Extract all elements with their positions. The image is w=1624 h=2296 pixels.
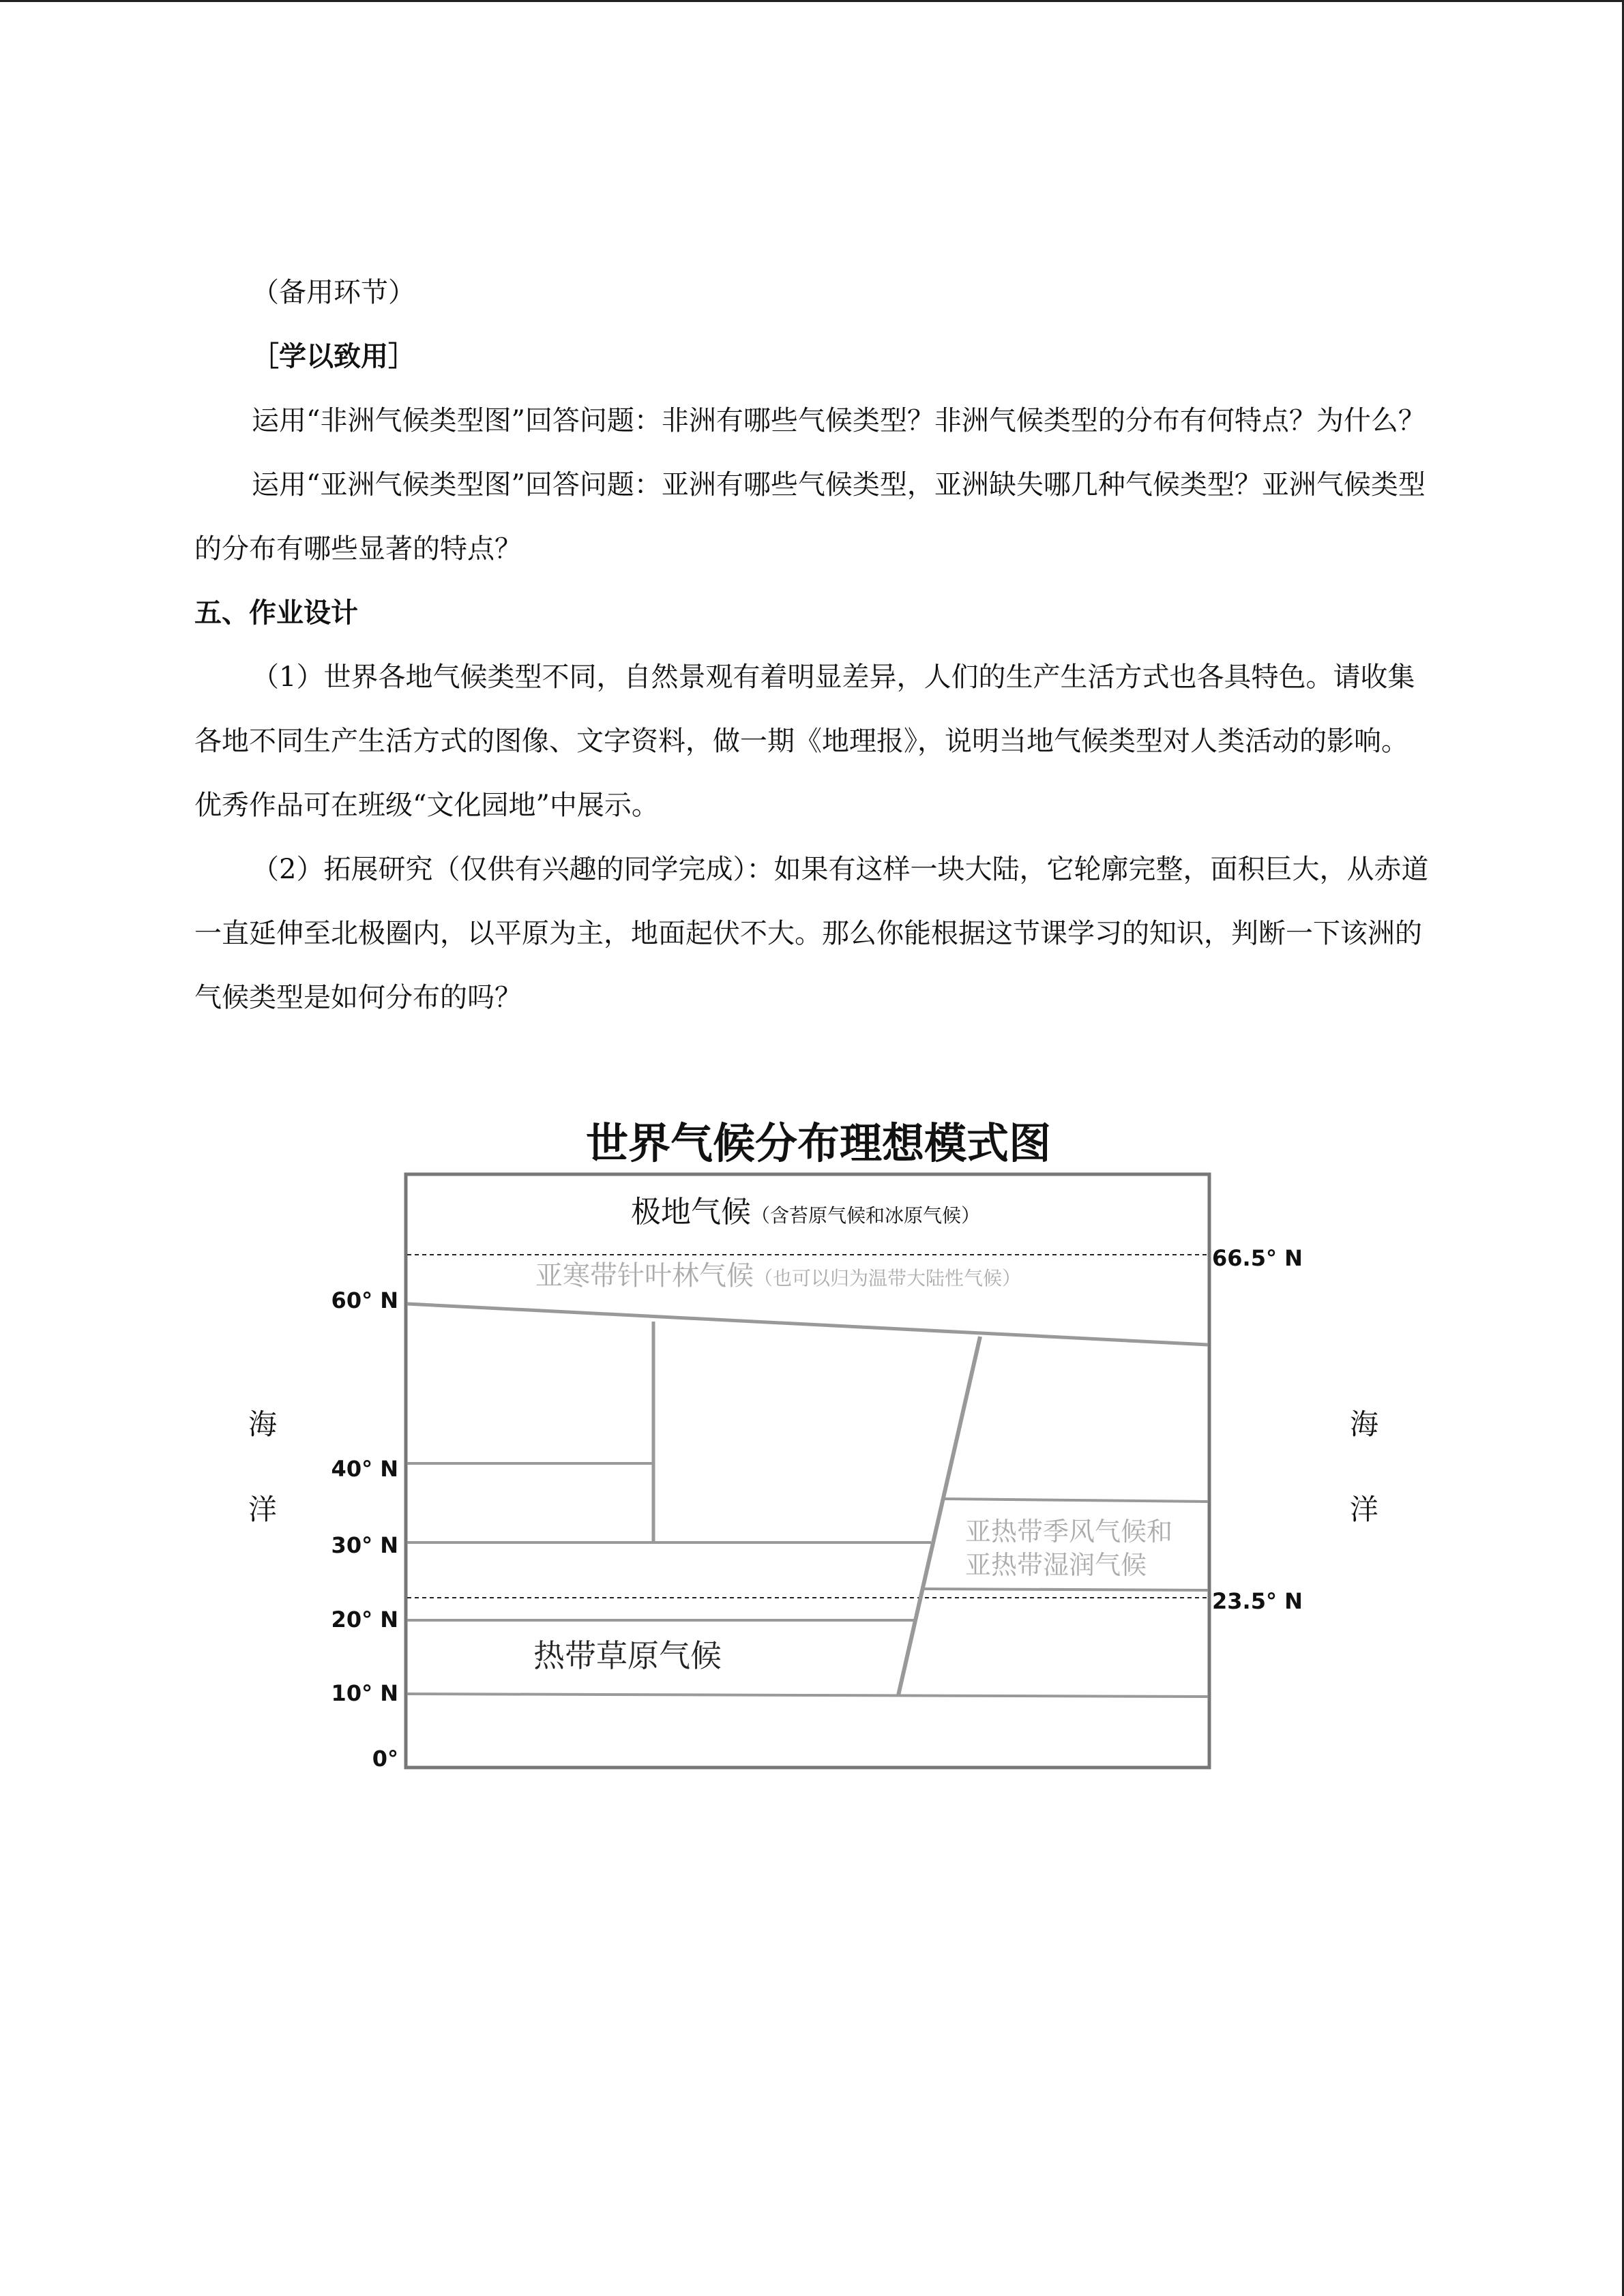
continent-frame (406, 1174, 1209, 1768)
asia-question: 运用“亚洲气候类型图”回答问题：亚洲有哪些气候类型，亚洲缺失哪几种气候类型？亚洲气候类型的分布有哪些显著的特点？ (194, 469, 1426, 565)
boundary-east-diagonal (898, 1337, 980, 1695)
boundary-10n (407, 1694, 1208, 1697)
subtropical-climate-label-1: 亚热带季风气候和 (965, 1517, 1173, 1547)
africa-question: 运用“非洲气候类型图”回答问题：非洲有哪些气候类型？非洲气候类型的分布有何特点？为什么？ (252, 405, 1426, 436)
backup-section-note: （备用环节） (252, 277, 415, 308)
tropic-label: 23.5° N (1212, 1588, 1303, 1614)
lat-label-60: 60° N (331, 1287, 398, 1313)
boundary-east-lower (924, 1589, 1208, 1590)
arctic-circle-label: 66.5° N (1212, 1245, 1303, 1271)
boundary-60n (407, 1304, 1208, 1345)
homework-task-2: （2）拓展研究（仅供有兴趣的同学完成）：如果有这样一块大陆，它轮廓完整，面积巨大，从赤道一直延伸至北极圈内，以平原为主，地面起伏不大。那么你能根据这节课学习的知识，判断一下该洲的气候类型是如何分布的吗？ (194, 854, 1429, 1013)
lat-label-40: 40° N (331, 1456, 398, 1482)
lat-label-20: 20° N (331, 1607, 398, 1632)
subarctic-climate-label: 亚寒带针叶林气候（也可以归为温带大陆性气候） (535, 1260, 1022, 1292)
ocean-left-char-1: 海 (248, 1407, 278, 1441)
ocean-right-char-2: 洋 (1349, 1493, 1379, 1526)
homework-heading: 五、作业设计 (194, 597, 358, 629)
lat-label-30: 30° N (331, 1532, 398, 1558)
ocean-right-char-1: 海 (1349, 1407, 1379, 1441)
savanna-climate-label: 热带草原气候 (533, 1637, 722, 1674)
lat-label-0: 0° (372, 1746, 398, 1772)
ocean-left-char-2: 洋 (248, 1493, 278, 1526)
boundary-east-upper (943, 1499, 1208, 1502)
homework-task-1: （1）世界各地气候类型不同，自然景观有着明显差异，人们的生产生活方式也各具特色。请收集各地不同生产生活方式的图像、文字资料，做一期《地理报》，说明当地气候类型对人类活动的影响。优秀作品可在班级“文化园地”中展示。 (194, 661, 1415, 821)
polar-climate-label: 极地气候（含苔原气候和冰原气候） (631, 1195, 981, 1229)
apply-learning-title: ［学以致用］ (252, 341, 415, 372)
lat-label-10: 10° N (331, 1680, 398, 1706)
figure-title: 世界气候分布理想模式图 (585, 1118, 1052, 1168)
subtropical-climate-label-2: 亚热带湿润气候 (965, 1550, 1147, 1580)
